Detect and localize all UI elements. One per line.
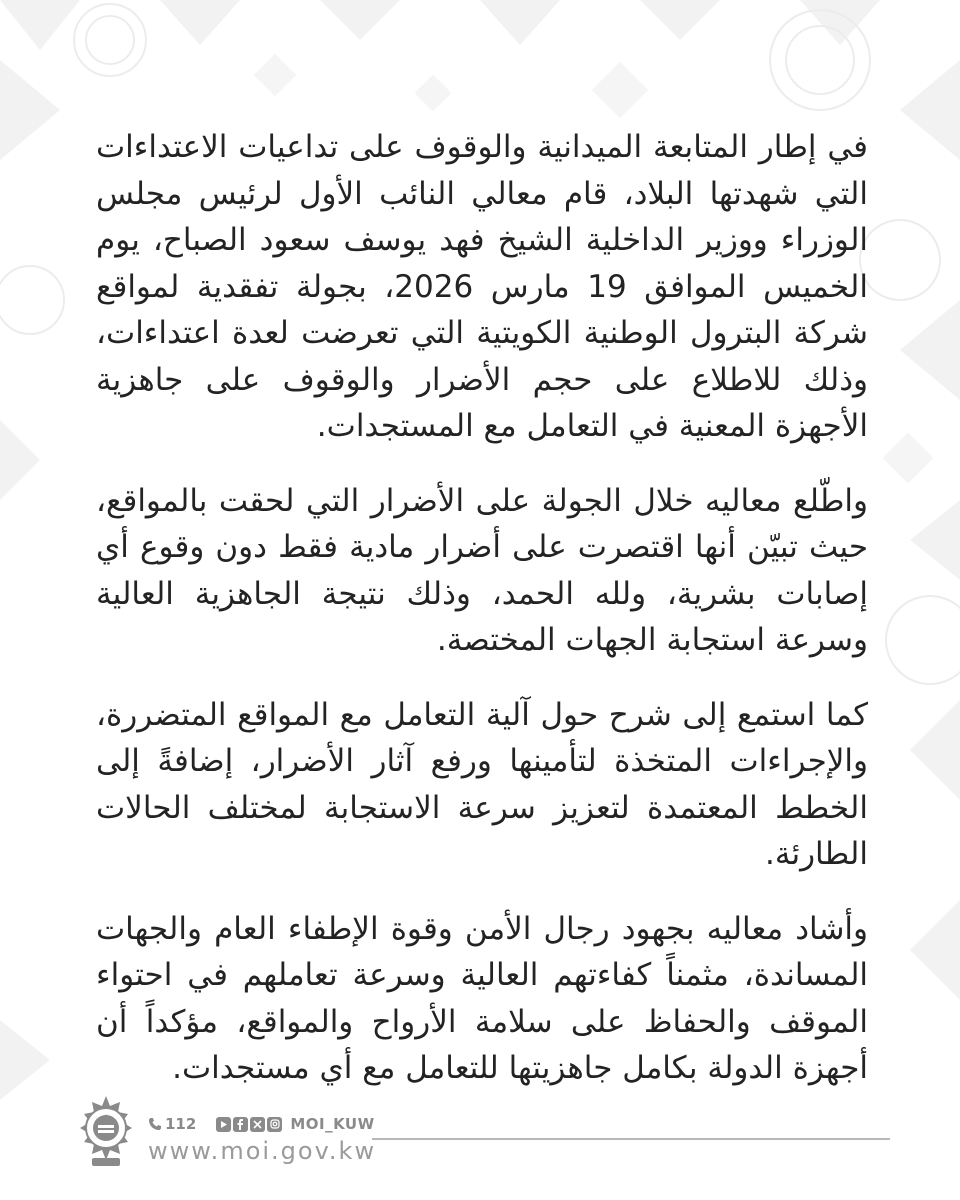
- social-handle[interactable]: MOI_KUW: [290, 1115, 375, 1133]
- footer-divider: [372, 1138, 890, 1140]
- kuwait-police-emblem-icon: [72, 1094, 140, 1170]
- social-icons: [216, 1117, 282, 1132]
- phone-contact[interactable]: [148, 1115, 196, 1133]
- article-body: [96, 124, 868, 1092]
- contact-row: [148, 1112, 375, 1136]
- youtube-icon[interactable]: [216, 1117, 231, 1132]
- article-paragraph-2: واطّلع معاليه خلال الجولة على الأضرار التي لحقت بالمواقع، حيث تبيّن أنها اقتصرت على أضرار مادية فقط دون وقوع أي إصابات بشرية، ولله الحمد، وذلك نتيجة الجاهزية العالية وسرعة استجابة الجهات المختصة.: [96, 482, 868, 658]
- article-paragraph-4: وأشاد معاليه بجهود رجال الأمن وقوة الإطفاء العام والجهات المساندة، مثمناً كفاءتهم العالية وسرعة تعاملهم في احتواء الموقف والحفاظ على سلامة الأرواح والمواقع، مؤكداً أن أجهزة الدولة بكامل جاهزيتها للتعامل مع أي مستجدات.: [96, 910, 868, 1086]
- article-paragraph-3: كما استمع إلى شرح حول آلية التعامل مع المواقع المتضررة، والإجراءات المتخذة لتأمينها ورفع آثار الأضرار، إضافةً إلى الخطط المعتمدة لتعزيز سرعة الاستجابة لمختلف الحالات الطارئة.: [96, 696, 868, 872]
- phone-number: 112: [165, 1115, 197, 1133]
- website-link[interactable]: www.moi.gov.kw: [148, 1137, 377, 1165]
- article-paragraph-1: في إطار المتابعة الميدانية والوقوف على تداعيات الاعتداءات التي شهدتها البلاد، قام معالي النائب الأول لرئيس مجلس الوزراء ووزير الداخلية الشيخ فهد يوسف سعود الصباح، يوم الخميس الموافق 19 مارس 2026، بجولة تفقدية لمواقع شركة البترول الوطنية الكويتية التي تعرضت لعدة اعتداءات، وذلك للاطلاع على حجم الأضرار والوقوف على جاهزية الأجهزة المعنية في التعامل مع المستجدات.: [96, 129, 868, 444]
- phone-icon: [148, 1117, 162, 1131]
- facebook-icon[interactable]: [233, 1117, 248, 1132]
- x-icon[interactable]: [250, 1117, 265, 1132]
- footer: [72, 1094, 892, 1174]
- instagram-icon[interactable]: [267, 1117, 282, 1132]
